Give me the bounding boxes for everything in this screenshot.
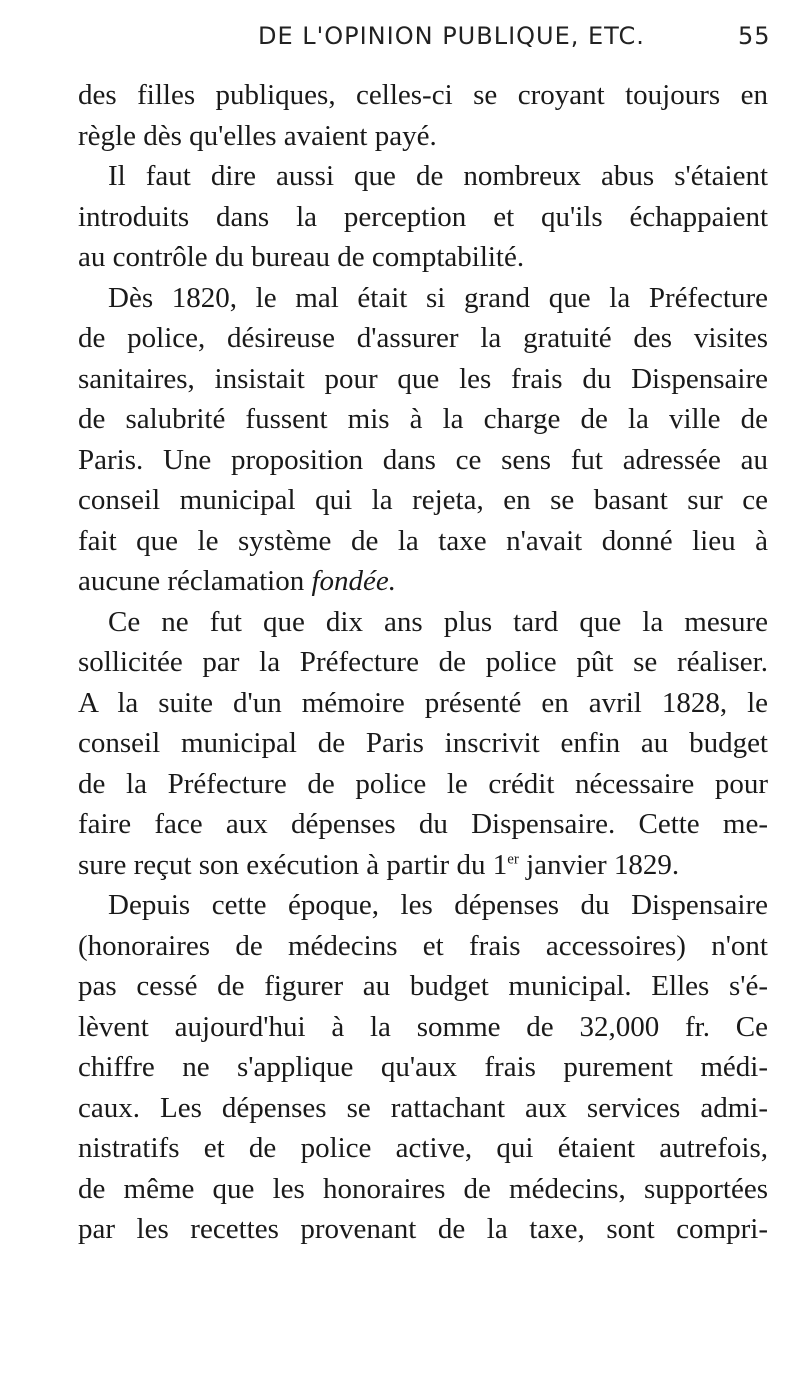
text-line: règle dès qu'elles avaient payé. [78, 119, 437, 152]
text-line: sollicitée par la Préfecture de police pût se réaliser. [78, 646, 768, 678]
text-line: au contrôle du bureau de comptabilité. [78, 241, 525, 273]
text-line: de salubrité fussent mis à la charge de la ville de [78, 403, 768, 435]
text-line: nistratifs et de police active, qui étaient autrefois, [78, 1132, 768, 1164]
text-run: aucune réclamation [78, 565, 305, 597]
italic-word: fondée. [311, 565, 397, 597]
text-run: janvier 1829. [526, 848, 680, 881]
text-line: par les recettes provenant de la taxe, sont compri- [78, 1213, 768, 1245]
text-line: Ce ne fut que dix ans plus tard que la mesure [108, 605, 768, 638]
running-head [0, 22, 800, 62]
page-number: 55 [738, 22, 771, 50]
text-line: chiffre ne s'applique qu'aux frais purement médi- [78, 1051, 768, 1083]
text-line [78, 845, 768, 886]
text-line: introduits dans la perception et qu'ils échappaient [78, 200, 768, 233]
text-line: Paris. Une proposition dans ce sens fut adressée au [78, 443, 768, 476]
body-text [78, 75, 768, 1250]
text-line: pas cessé de figurer au budget municipal. Elles s'é- [78, 970, 768, 1002]
text-line: faire face aux dépenses du Dispensaire. Cette me- [78, 808, 768, 840]
text-line [78, 561, 768, 602]
text-line: conseil municipal de Paris inscrivit enfin au budget [78, 727, 768, 759]
text-line: caux. Les dépenses se rattachant aux services admi- [78, 1091, 768, 1124]
text-line: conseil municipal qui la rejeta, en se basant sur ce [78, 484, 768, 516]
text-line: Il faut dire aussi que de nombreux abus s'étaient [108, 160, 768, 192]
text-line: Depuis cette époque, les dépenses du Dispensaire [108, 889, 768, 921]
text-line: lèvent aujourd'hui à la somme de 32,000 fr. Ce [78, 1010, 768, 1043]
text-line: de même que les honoraires de médecins, supportées [78, 1172, 768, 1205]
text-line: Dès 1820, le mal était si grand que la Préfecture [108, 281, 768, 314]
text-line: fait que le système de la taxe n'avait donné lieu à [78, 524, 768, 557]
text-run: sure reçut son exécution à partir du 1 [78, 848, 508, 881]
text-line: des filles publiques, celles-ci se croyant toujours en [78, 79, 768, 111]
text-line: de police, désireuse d'assurer la gratuité des visites [78, 322, 768, 354]
running-title: DE L'OPINION PUBLIQUE, ETC. [258, 22, 645, 50]
superscript-ordinal: er [507, 850, 519, 867]
text-line: (honoraires de médecins et frais accessoires) n'ont [78, 929, 768, 962]
text-line: sanitaires, insistait pour que les frais du Dispensaire [78, 362, 768, 395]
text-line: de la Préfecture de police le crédit nécessaire pour [78, 767, 768, 800]
text-line: A la suite d'un mémoire présenté en avril 1828, le [78, 686, 768, 719]
